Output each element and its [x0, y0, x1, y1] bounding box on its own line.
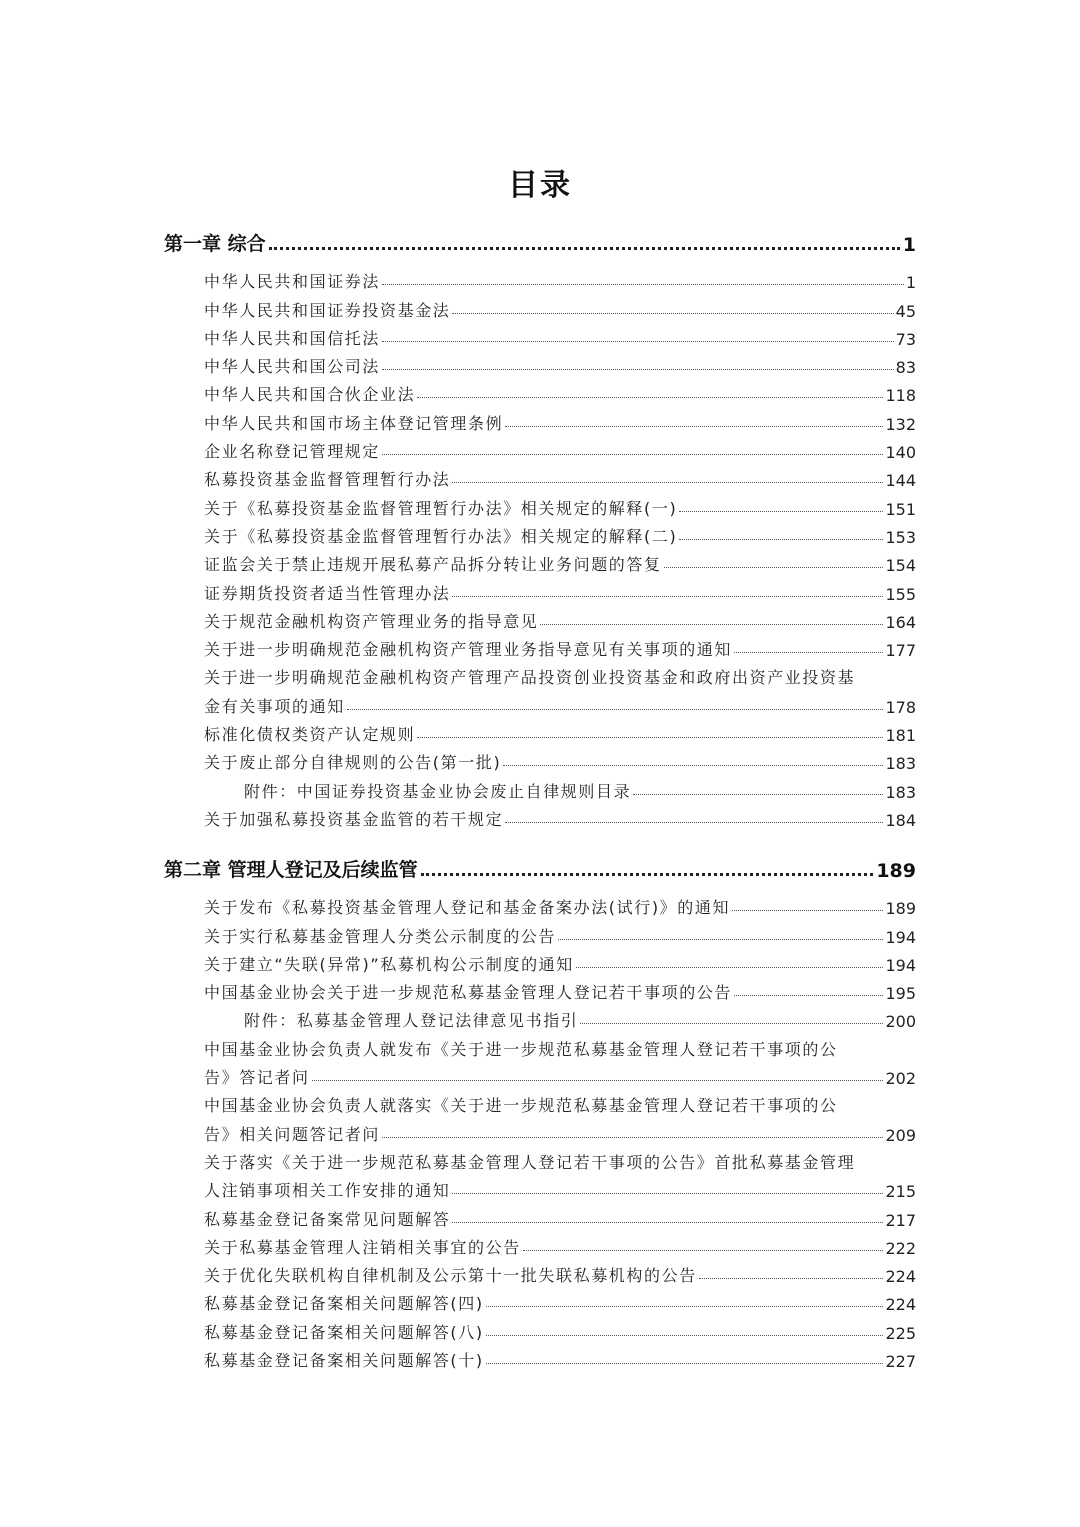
toc-entry-line	[244, 773, 916, 801]
toc-entry-title: 中国基金业协会负责人就落实《关于进一步规范私募基金管理人登记若干事项的公	[204, 1096, 838, 1116]
toc-entry[interactable]	[204, 918, 916, 946]
toc-entry[interactable]	[204, 490, 916, 518]
toc-entry-title: 中华人民共和国证券法	[204, 272, 381, 292]
dot-leader	[486, 1335, 884, 1336]
dot-leader	[503, 765, 883, 766]
toc-entry-line	[204, 975, 916, 1003]
toc-page-number: 222	[885, 1238, 916, 1258]
dot-leader	[382, 284, 904, 285]
toc-entry[interactable]	[204, 1258, 916, 1286]
toc-entry-line	[204, 660, 916, 688]
toc-entry[interactable]	[204, 462, 916, 490]
toc-page-number: 181	[885, 726, 916, 746]
toc-page-number: 140	[885, 443, 916, 463]
toc-entry-title: 中华人民共和国市场主体登记管理条例	[204, 413, 504, 433]
dot-leader	[558, 939, 883, 940]
toc-entry[interactable]	[204, 947, 916, 975]
toc-entry[interactable]	[204, 519, 916, 547]
dot-leader	[452, 596, 883, 597]
chapter-entries	[204, 256, 916, 836]
toc-page-number: 132	[885, 414, 916, 434]
toc-entry-title: 私募投资基金监督管理暂行办法	[204, 470, 451, 490]
toc-page-number: 83	[895, 358, 916, 378]
toc-entry-title: 关于加强私募投资基金监管的若干规定	[204, 809, 504, 829]
toc-entry[interactable]	[204, 292, 916, 320]
toc-page-number: 202	[885, 1069, 916, 1089]
dot-leader	[452, 1222, 883, 1223]
toc-entry[interactable]	[204, 1230, 916, 1258]
dot-leader	[679, 539, 883, 540]
toc-entry[interactable]	[204, 604, 916, 632]
toc-page-number: 184	[885, 810, 916, 830]
toc-entry-title: 关于发布《私募投资基金管理人登记和基金备案办法(试行)》的通知	[204, 898, 731, 918]
toc-entry-title: 证监会关于禁止违规开展私募产品拆分转让业务问题的答复	[204, 555, 662, 575]
toc-page-number: 224	[885, 1267, 916, 1287]
toc-entry-title: 中华人民共和国合伙企业法	[204, 385, 416, 405]
dot-leader	[382, 341, 894, 342]
chapter-heading[interactable]	[164, 846, 916, 882]
toc-entry[interactable]	[204, 1343, 916, 1371]
toc-entry[interactable]	[204, 1201, 916, 1229]
toc-entry-line	[204, 1116, 916, 1144]
toc-entry-line	[204, 1230, 916, 1258]
toc-entry-title: 关于实行私募基金管理人分类公示制度的公告	[204, 926, 557, 946]
toc-entry-title: 企业名称登记管理规定	[204, 442, 381, 462]
dot-leader	[734, 995, 883, 996]
toc-entry-line	[204, 1343, 916, 1371]
toc-page-number: 118	[885, 386, 916, 406]
dot-leader	[576, 967, 884, 968]
toc-entry-title: 关于私募基金管理人注销相关事宜的公告	[204, 1237, 521, 1257]
toc-entry-line	[204, 405, 916, 433]
toc-entry-line	[204, 604, 916, 632]
toc-page-number: 215	[885, 1182, 916, 1202]
toc-page-number: 177	[885, 641, 916, 661]
toc-entry-title: 关于进一步明确规范金融机构资产管理产品投资创业投资基金和政府出资产业投资基	[204, 668, 856, 688]
toc-entry-line	[204, 462, 916, 490]
toc-page-number: 153	[885, 527, 916, 547]
toc-page-number: 227	[885, 1351, 916, 1371]
toc-page-number: 195	[885, 984, 916, 1004]
toc-entry-line	[204, 1314, 916, 1342]
toc-entry[interactable]	[204, 1145, 916, 1202]
toc-entry-line	[204, 688, 916, 716]
toc-entry[interactable]	[204, 745, 916, 773]
toc-entry-title: 关于进一步明确规范金融机构资产管理业务指导意见有关事项的通知	[204, 640, 733, 660]
table-of-contents	[164, 220, 916, 1377]
dot-leader	[580, 1023, 883, 1024]
toc-entry-title: 附件：私募基金管理人登记法律意见书指引	[244, 1011, 579, 1031]
dot-leader	[382, 454, 883, 455]
toc-entry-title: 告》相关问题答记者问	[204, 1124, 381, 1144]
page-title: 目录	[508, 168, 572, 203]
dot-leader	[421, 873, 874, 876]
toc-entry-line	[204, 890, 916, 918]
dot-leader	[417, 737, 883, 738]
toc-entry[interactable]	[204, 434, 916, 462]
toc-page-number: 183	[885, 754, 916, 774]
dot-leader	[452, 482, 883, 483]
toc-entry[interactable]	[204, 575, 916, 603]
toc-entry-line	[204, 292, 916, 320]
toc-entry-line	[204, 434, 916, 462]
toc-entry-title: 证券期货投资者适当性管理办法	[204, 583, 451, 603]
toc-page-number: 194	[885, 955, 916, 975]
toc-page-number: 1	[905, 273, 916, 293]
toc-entry-title: 关于落实《关于进一步规范私募基金管理人登记若干事项的公告》首批私募基金管理	[204, 1152, 856, 1172]
toc-entry-line	[204, 547, 916, 575]
dot-leader	[523, 1250, 884, 1251]
chapter-title: 第一章 综合	[164, 233, 266, 255]
chapter-heading[interactable]	[164, 220, 916, 256]
toc-entry-line	[204, 1060, 916, 1088]
toc-entry-line	[204, 918, 916, 946]
toc-entry-title: 私募基金登记备案相关问题解答(十)	[204, 1350, 484, 1370]
toc-page-number: 151	[885, 499, 916, 519]
toc-entry-title: 金有关事项的通知	[204, 696, 345, 716]
dot-leader	[452, 313, 893, 314]
toc-entry-line	[204, 1145, 916, 1173]
toc-page-number: 194	[885, 927, 916, 947]
toc-entry-title: 中国基金业协会关于进一步规范私募基金管理人登记若干事项的公告	[204, 983, 733, 1003]
toc-entry-line	[204, 1201, 916, 1229]
dot-leader	[679, 511, 883, 512]
toc-entry-line	[204, 321, 916, 349]
chapter-page-number: 189	[876, 859, 916, 882]
toc-entry-line	[204, 947, 916, 975]
toc-entry[interactable]	[204, 717, 916, 745]
toc-entry-title: 中华人民共和国证券投资基金法	[204, 300, 451, 320]
toc-entry-title: 私募基金登记备案相关问题解答(八)	[204, 1322, 484, 1342]
dot-leader	[452, 1193, 883, 1194]
dot-leader	[417, 397, 883, 398]
toc-page-number: 183	[885, 782, 916, 802]
toc-sub-entry[interactable]	[244, 1003, 916, 1031]
toc-page-number: 209	[885, 1125, 916, 1145]
toc-entry[interactable]	[204, 349, 916, 377]
toc-entry[interactable]	[204, 975, 916, 1003]
toc-entry-title: 关于《私募投资基金监督管理暂行办法》相关规定的解释(一)	[204, 498, 678, 518]
toc-entry-line	[204, 1173, 916, 1201]
toc-entry-line	[204, 1286, 916, 1314]
toc-entry-line	[204, 717, 916, 745]
toc-page-number: 144	[885, 471, 916, 491]
toc-entry[interactable]	[204, 321, 916, 349]
toc-entry[interactable]	[204, 405, 916, 433]
dot-leader	[269, 247, 900, 250]
toc-page-number: 217	[885, 1210, 916, 1230]
toc-entry-title: 关于废止部分自律规则的公告(第一批)	[204, 753, 502, 773]
toc-sub-entry[interactable]	[244, 773, 916, 801]
toc-entry-line	[204, 802, 916, 830]
dot-leader	[382, 369, 894, 370]
dot-leader	[734, 652, 883, 653]
dot-leader	[382, 1137, 883, 1138]
toc-entry-line	[204, 377, 916, 405]
toc-entry[interactable]	[204, 1314, 916, 1342]
toc-entry-title: 中华人民共和国公司法	[204, 357, 381, 377]
toc-page-number: 164	[885, 612, 916, 632]
toc-entry-title: 标准化债权类资产认定规则	[204, 725, 416, 745]
toc-entry[interactable]	[204, 547, 916, 575]
toc-entry[interactable]	[204, 1286, 916, 1314]
dot-leader	[699, 1278, 884, 1279]
toc-entry-title: 人注销事项相关工作安排的通知	[204, 1181, 451, 1201]
toc-entry-title: 中华人民共和国信托法	[204, 328, 381, 348]
toc-page-number: 155	[885, 584, 916, 604]
toc-entry[interactable]	[204, 632, 916, 660]
toc-entry[interactable]	[204, 660, 916, 717]
toc-entry-line	[204, 519, 916, 547]
toc-entry-title: 关于规范金融机构资产管理业务的指导意见	[204, 611, 539, 631]
chapter-page-number: 1	[902, 234, 916, 256]
chapter-entries	[204, 882, 916, 1377]
toc-entry-title: 关于《私募投资基金监督管理暂行办法》相关规定的解释(二)	[204, 526, 678, 546]
toc-page-number: 45	[895, 301, 916, 321]
toc-page-number: 178	[885, 697, 916, 717]
dot-leader	[312, 1080, 884, 1081]
toc-page-number: 200	[885, 1012, 916, 1032]
toc-entry[interactable]	[204, 890, 916, 918]
toc-entry-title: 告》答记者问	[204, 1068, 310, 1088]
dot-leader	[505, 822, 883, 823]
toc-page-number: 73	[895, 329, 916, 349]
toc-entry-title: 中国基金业协会负责人就发布《关于进一步规范私募基金管理人登记若干事项的公	[204, 1039, 838, 1059]
toc-entry-line	[204, 349, 916, 377]
toc-entry[interactable]	[204, 1088, 916, 1145]
dot-leader	[347, 709, 884, 710]
toc-entry-title: 关于建立“失联(异常)”私募机构公示制度的通知	[204, 954, 574, 974]
toc-entry-title: 附件：中国证券投资基金业协会废止自律规则目录	[244, 781, 632, 801]
toc-entry-line	[244, 1003, 916, 1031]
toc-entry-line	[204, 575, 916, 603]
toc-entry-line	[204, 745, 916, 773]
toc-page-number: 189	[885, 899, 916, 919]
toc-entry[interactable]	[204, 1031, 916, 1088]
toc-entry[interactable]	[204, 377, 916, 405]
toc-entry[interactable]	[204, 802, 916, 830]
dot-leader	[540, 624, 883, 625]
dot-leader	[486, 1363, 884, 1364]
toc-entry-line	[204, 1031, 916, 1059]
chapter-title: 第二章 管理人登记及后续监管	[164, 858, 418, 881]
toc-entry-title: 私募基金登记备案常见问题解答	[204, 1209, 451, 1229]
dot-leader	[486, 1306, 884, 1307]
toc-entry-line	[204, 1088, 916, 1116]
toc-entry-title: 私募基金登记备案相关问题解答(四)	[204, 1294, 484, 1314]
toc-page-number: 154	[885, 556, 916, 576]
dot-leader	[732, 910, 883, 911]
toc-entry-title: 关于优化失联机构自律机制及公示第十一批失联私募机构的公告	[204, 1266, 697, 1286]
toc-page-number: 224	[885, 1295, 916, 1315]
toc-entry-line	[204, 490, 916, 518]
toc-entry-line	[204, 1258, 916, 1286]
dot-leader	[664, 567, 884, 568]
toc-entry-line	[204, 632, 916, 660]
toc-entry-line	[204, 264, 916, 292]
toc-entry[interactable]	[204, 264, 916, 292]
dot-leader	[505, 426, 883, 427]
toc-page-number: 225	[885, 1323, 916, 1343]
dot-leader	[633, 794, 883, 795]
